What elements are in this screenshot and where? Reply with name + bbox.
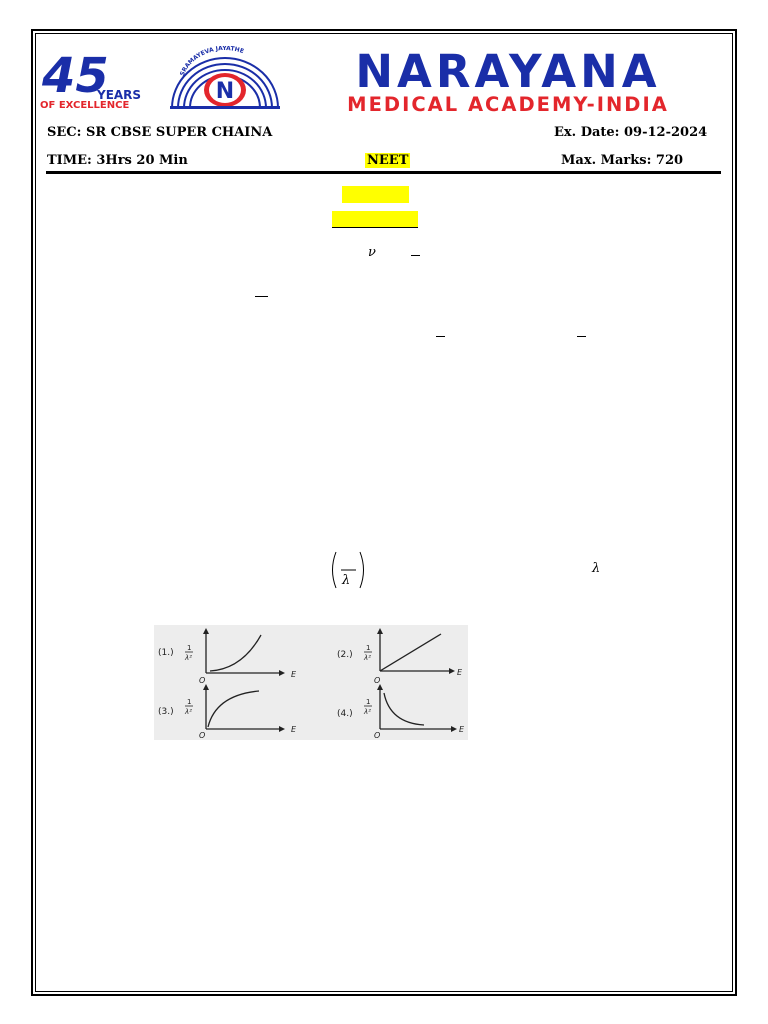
institution-name: NARAYANA [355, 45, 661, 98]
y-label-den: λ² [364, 708, 371, 716]
header-rule [46, 171, 721, 174]
fraction-bar [436, 336, 445, 337]
reciprocal-lambda-expression [329, 550, 367, 590]
exam-type [365, 153, 410, 168]
x-axis-label: E [291, 725, 297, 734]
section-label: SEC: SR CBSE SUPER CHAINA [47, 125, 273, 140]
y-label-den: λ² [364, 654, 371, 662]
origin-label: O [199, 676, 206, 685]
option-label: (1.) [158, 648, 174, 658]
fraction-bar [577, 336, 586, 337]
graph-option-2 [337, 628, 463, 685]
option-label: (4.) [337, 709, 353, 719]
emblem-letter: N [215, 79, 235, 104]
lambda-symbol: λ [592, 561, 601, 576]
section-heading-highlight [332, 211, 418, 228]
max-marks: Max. Marks: 720 [561, 153, 684, 168]
exam-type-highlight: NEET [367, 153, 409, 168]
anniversary-logo [40, 48, 146, 110]
y-label-den: λ² [185, 654, 192, 662]
institution-subtitle: MEDICAL ACADEMY-INDIA [347, 93, 669, 116]
y-label-num: 1 [187, 698, 192, 706]
x-axis-label: E [291, 670, 297, 679]
emblem-motto: SRAMAYEVA JAYATHE [178, 46, 245, 77]
subject-heading-highlight [342, 186, 409, 203]
graph-option-3 [158, 684, 297, 740]
institution-emblem [164, 46, 286, 110]
graph-option-4 [337, 684, 465, 740]
option-label: (3.) [158, 707, 174, 717]
y-label-num: 1 [187, 644, 192, 652]
y-label-num: 1 [366, 644, 371, 652]
origin-label: O [374, 676, 381, 685]
lambda-in-paren: λ [342, 573, 351, 588]
exam-date: Ex. Date: 09-12-2024 [554, 125, 708, 140]
option-label: (2.) [337, 650, 353, 660]
anniversary-number: 45 [42, 48, 109, 104]
graph-option-1 [158, 628, 297, 685]
graph-options-svg [154, 625, 468, 740]
origin-label: O [374, 731, 381, 740]
origin-label: O [199, 731, 206, 740]
anniversary-years-text: YEARS [97, 88, 142, 102]
y-label-den: λ² [185, 708, 192, 716]
anniversary-excellence-text: OF EXCELLENCE [40, 100, 130, 110]
exam-time: TIME: 3Hrs 20 Min [47, 153, 188, 168]
graph-options-image [154, 625, 468, 740]
fraction-bar [255, 296, 268, 297]
institution-brand [297, 45, 719, 116]
fraction-bar [411, 255, 420, 256]
page-border-inner [35, 33, 733, 992]
x-axis-label: E [457, 668, 463, 677]
x-axis-label: E [459, 725, 465, 734]
y-label-num: 1 [366, 698, 371, 706]
nu-symbol: ν [368, 245, 376, 260]
